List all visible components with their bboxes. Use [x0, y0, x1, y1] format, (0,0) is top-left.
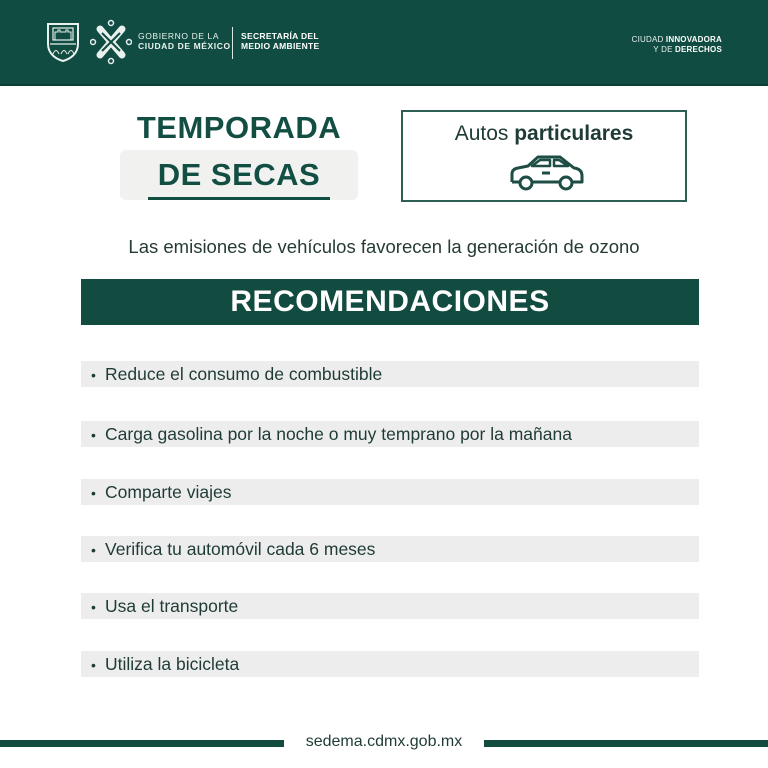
title-line-1: TEMPORADA	[136, 110, 342, 145]
vehicle-category-label: Autos particulares	[454, 122, 634, 145]
footer-url[interactable]: sedema.cdmx.gob.mx	[305, 733, 463, 750]
recommendation-item: • Utiliza la bicicleta	[81, 651, 699, 677]
bullet-icon: •	[91, 599, 96, 615]
recommendation-item: • Verifica tu automóvil cada 6 meses	[81, 536, 699, 562]
footer-rule-right	[484, 740, 768, 747]
bullet-icon: •	[91, 657, 96, 673]
bullet-icon: •	[91, 427, 96, 443]
car-icon	[506, 152, 586, 192]
bullet-icon: •	[91, 485, 96, 501]
cdmx-knot-logo-icon	[90, 19, 132, 65]
bullet-icon: •	[91, 542, 96, 558]
footer-rule-left	[0, 740, 284, 747]
secretariat-name: SECRETARÍA DEL MEDIO AMBIENTE	[241, 31, 320, 51]
season-title	[120, 110, 358, 202]
title-line-2: DE SECAS	[157, 157, 321, 192]
recommendation-item: • Usa el transporte	[81, 593, 699, 619]
header-bar	[0, 0, 768, 86]
recommendation-item: • Carga gasolina por la noche o muy temprano por la mañana	[81, 421, 699, 447]
header-divider	[232, 27, 233, 59]
vehicle-category-box	[401, 110, 687, 202]
coat-of-arms-icon	[46, 22, 80, 62]
recommendations-heading: RECOMENDACIONES	[81, 279, 699, 325]
bullet-icon: •	[91, 367, 96, 383]
title-underline	[148, 197, 330, 200]
recommendation-item: • Comparte viajes	[81, 479, 699, 505]
government-name: GOBIERNO DE LA CIUDAD DE MÉXICO	[138, 31, 231, 51]
city-slogan: CIUDAD INNOVADORA Y DE DERECHOS	[631, 35, 722, 54]
recommendation-item: • Reduce el consumo de combustible	[81, 361, 699, 387]
subtitle: Las emisiones de vehículos favorecen la generación de ozono	[128, 236, 640, 257]
